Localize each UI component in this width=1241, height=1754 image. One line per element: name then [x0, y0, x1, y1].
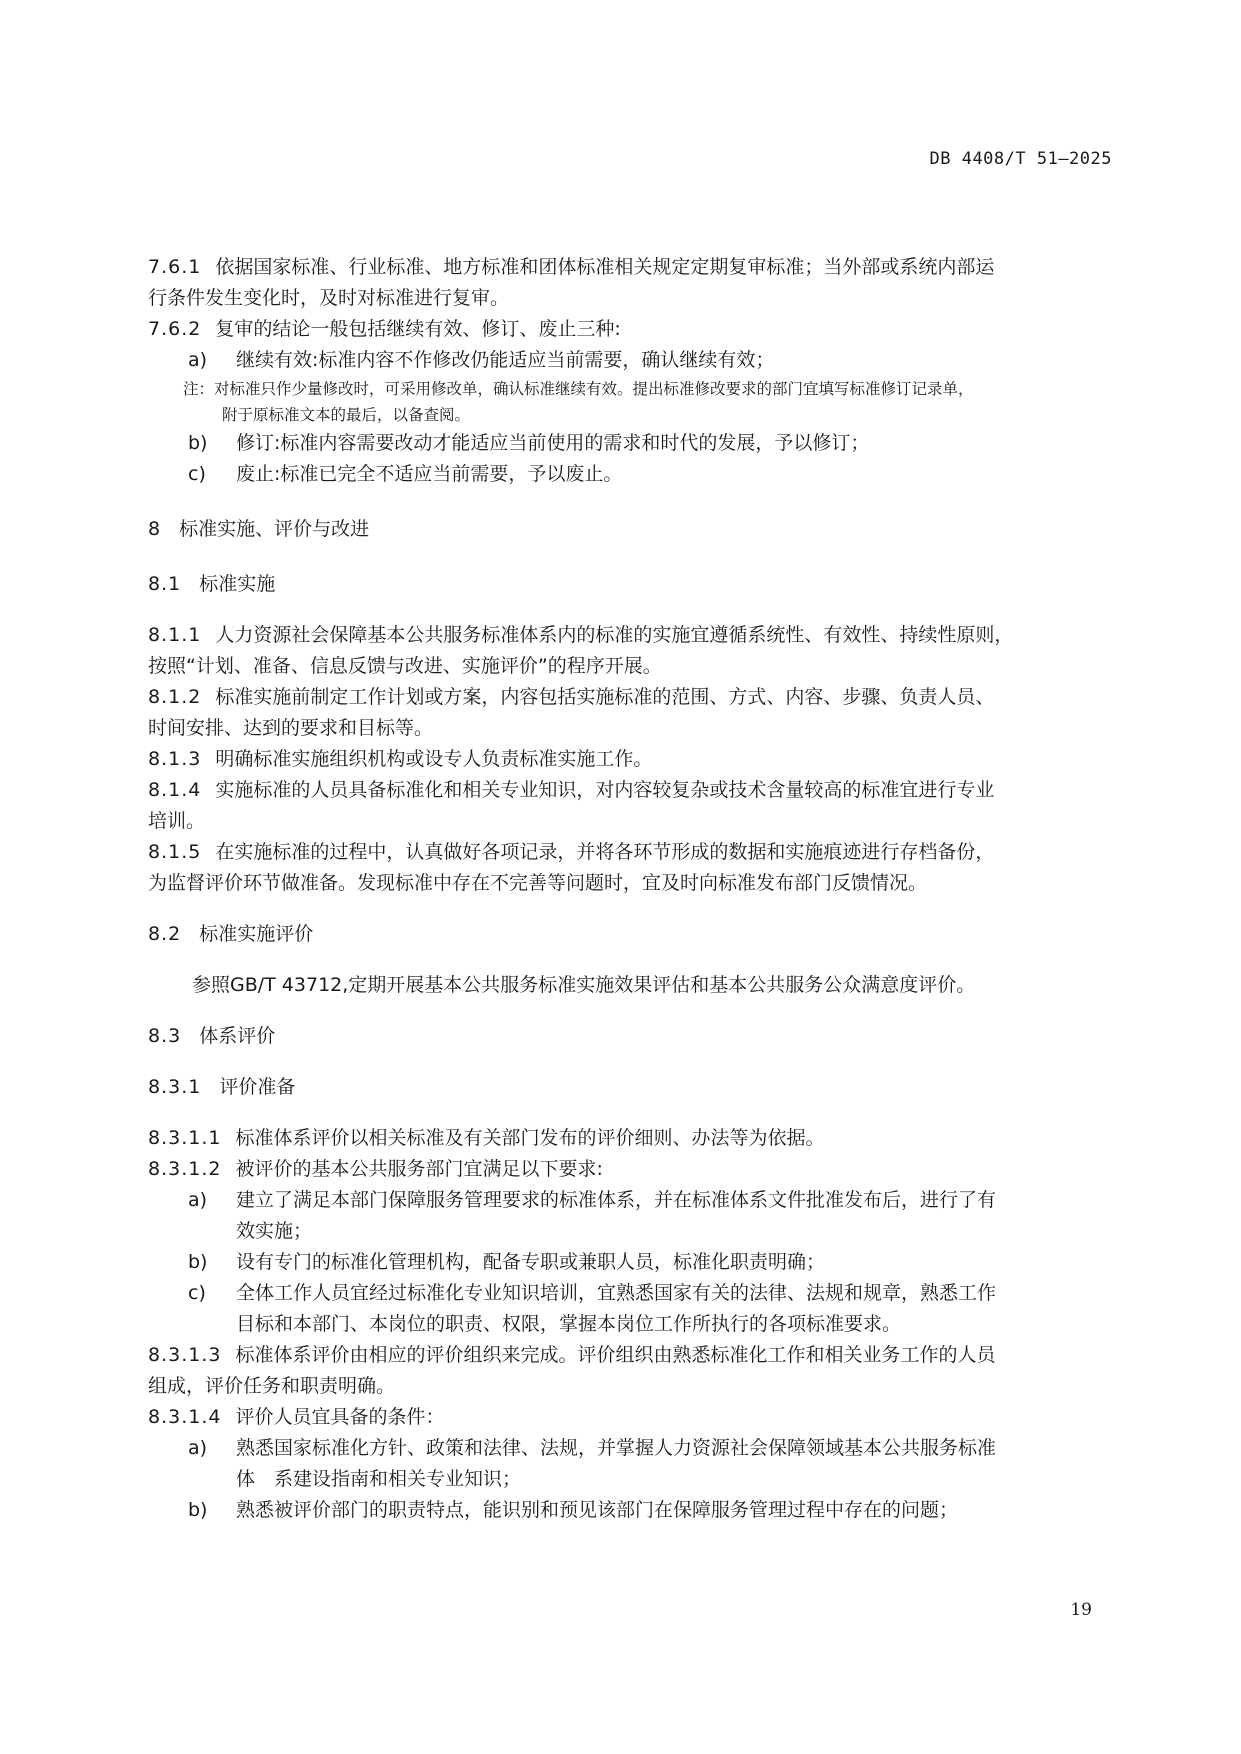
section-title: 标准实施、评价与改进 [179, 518, 370, 540]
clause-number: 8.3.1.2 [148, 1158, 222, 1180]
list-text: 修订:标准内容需要改动才能适应当前使用的需求和时代的发展，予以修订； [236, 432, 870, 454]
list-item-b [148, 1247, 1116, 1278]
section-title: 标准实施评价 [199, 923, 314, 945]
list-text: 熟悉国家标准化方针、政策和法律、法规，并掌握人力资源社会保障领域基本公共服务标准 [236, 1437, 997, 1459]
page-number: 19 [1070, 1600, 1092, 1620]
list-label: b) [188, 432, 208, 454]
clause-8-1-5 [148, 837, 1116, 868]
section-title: 标准实施 [199, 573, 276, 595]
section-heading-8-3-1 [148, 1072, 1116, 1103]
list-text: 目标和本部门、本岗位的职责、权限，掌握本岗位工作所执行的各项标准要求。 [236, 1313, 902, 1335]
list-item-b [148, 428, 1116, 459]
clause-number: 8.1.1 [148, 624, 202, 646]
clause-text: 标准体系评价由相应的评价组织来完成。评价组织由熟悉标准化工作和相关业务工作的人员 [235, 1344, 996, 1366]
list-text: 体 系建设指南和相关专业知识； [236, 1468, 522, 1490]
note-continuation: 附于原标准文本的最后，以备查阅。 [222, 406, 471, 424]
clause-text: 明确标准实施组织机构或设专人负责标准实施工作。 [215, 748, 653, 770]
clause-text: 在实施标准的过程中，认真做好各项记录，并将各环节形成的数据和实施痕迹进行存档备份， [215, 841, 995, 863]
list-item-continuation [148, 1464, 1116, 1495]
list-label: a) [188, 349, 208, 371]
section-title: 评价准备 [219, 1076, 296, 1098]
list-item-a [148, 1433, 1116, 1464]
clause-number: 8.1.5 [148, 841, 202, 863]
clause-8-3-1-1 [148, 1123, 1116, 1154]
clause-continuation: 行条件发生变化时，及时对标准进行复审。 [148, 287, 510, 309]
clause-text: 标准实施前制定工作计划或方案，内容包括实施标准的范围、方式、内容、步骤、负责人员、 [215, 686, 995, 708]
clause-number: 8.1.4 [148, 779, 202, 801]
clause-8-3-1-3 [148, 1340, 1116, 1371]
section-number: 8.3 [148, 1025, 182, 1047]
list-text: 效实施； [236, 1220, 313, 1242]
clause-8-1-1 [148, 620, 1116, 651]
section-number: 8.3.1 [148, 1076, 202, 1098]
list-item-c [148, 1278, 1116, 1309]
clause-8-1-2 [148, 682, 1116, 713]
clause-continuation: 为监督评价环节做准备。发现标准中存在不完善等问题时，宜及时向标准发布部门反馈情况。 [148, 872, 928, 894]
list-label: a) [188, 1437, 208, 1459]
list-text: 设有专门的标准化管理机构，配备专职或兼职人员，标准化职责明确； [236, 1251, 826, 1273]
section-heading-8-3 [148, 1021, 1116, 1052]
clause-number: 7.6.2 [148, 318, 202, 340]
list-item-a [148, 1185, 1116, 1216]
list-text: 熟悉被评价部门的职责特点，能识别和预见该部门在保障服务管理过程中存在的问题； [236, 1499, 959, 1521]
note-text: 对标准只作少量修改时，可采用修改单，确认标准继续有效。提出标准修改要求的部门宜填写标准修订记录单， [214, 380, 974, 398]
clause-7-6-2 [148, 314, 1116, 345]
clause-text: 评价人员宜具备的条件： [235, 1406, 445, 1428]
list-text: 建立了满足本部门保障服务管理要求的标准体系，并在标准体系文件批准发布后，进行了有 [236, 1189, 997, 1211]
clause-number: 8.3.1.3 [148, 1344, 222, 1366]
section-number: 8.1 [148, 573, 182, 595]
clause-number: 7.6.1 [148, 256, 202, 278]
clause-number: 8.3.1.1 [148, 1127, 222, 1149]
clause-8-3-1-4 [148, 1402, 1116, 1433]
clause-number: 8.1.2 [148, 686, 202, 708]
list-item-a [148, 345, 1116, 376]
clause-text: 依据国家标准、行业标准、地方标准和团体标准相关规定定期复审标准；当外部或系统内部运 [215, 256, 995, 278]
list-item-b [148, 1495, 1116, 1526]
list-item-continuation [148, 1216, 1116, 1247]
clause-text: 被评价的基本公共服务部门宜满足以下要求: [235, 1158, 603, 1180]
clause-text: 标准体系评价以相关标准及有关部门发布的评价细则、办法等为依据。 [235, 1127, 825, 1149]
clause-continuation: 培训。 [148, 810, 206, 832]
list-label: a) [188, 1189, 208, 1211]
document-body [148, 252, 1116, 1526]
clause-8-1-3 [148, 744, 1116, 775]
list-text: 废止:标准已完全不适应当前需要，予以废止。 [236, 463, 623, 485]
list-text: 全体工作人员宜经过标准化专业知识培训，宜熟悉国家有关的法律、法规和规章，熟悉工作 [236, 1282, 997, 1304]
clause-8-1-4 [148, 775, 1116, 806]
note [148, 376, 1116, 402]
clause-text: 复审的结论一般包括继续有效、修订、废止三种: [215, 318, 621, 340]
clause-text: 实施标准的人员具备标准化和相关专业知识，对内容较复杂或技术含量较高的标准宜进行专业 [215, 779, 995, 801]
clause-8-3-1-2 [148, 1154, 1116, 1185]
list-label: c) [188, 463, 206, 485]
section-heading-8-1 [148, 569, 1116, 600]
list-item-continuation [148, 1309, 1116, 1340]
section-number: 8 [148, 518, 162, 540]
clause-continuation: 组成，评价任务和职责明确。 [148, 1375, 396, 1397]
note-label: 注： [183, 380, 215, 398]
clause-7-6-1 [148, 252, 1116, 283]
clause-continuation: 时间安排、达到的要求和目标等。 [148, 717, 434, 739]
list-text: 继续有效:标准内容不作修改仍能适应当前需要，确认继续有效； [236, 349, 775, 371]
list-label: b) [188, 1251, 208, 1273]
section-number: 8.2 [148, 923, 182, 945]
clause-number: 8.1.3 [148, 748, 202, 770]
clause-text: 人力资源社会保障基本公共服务标准体系内的标准的实施宜遵循系统性、有效性、持续性原则， [215, 624, 1014, 646]
list-item-c [148, 459, 1116, 490]
section-heading-8 [148, 514, 1116, 545]
paragraph: 参照GB/T 43712,定期开展基本公共服务标准实施效果评估和基本公共服务公众满意度评价。 [192, 974, 976, 996]
document-code: DB 4408/T 51—2025 [929, 149, 1112, 169]
section-heading-8-2 [148, 919, 1116, 950]
section-title: 体系评价 [199, 1025, 276, 1047]
clause-number: 8.3.1.4 [148, 1406, 222, 1428]
list-label: b) [188, 1499, 208, 1521]
list-label: c) [188, 1282, 206, 1304]
clause-continuation: 按照“计划、准备、信息反馈与改进、实施评价”的程序开展。 [148, 655, 662, 677]
